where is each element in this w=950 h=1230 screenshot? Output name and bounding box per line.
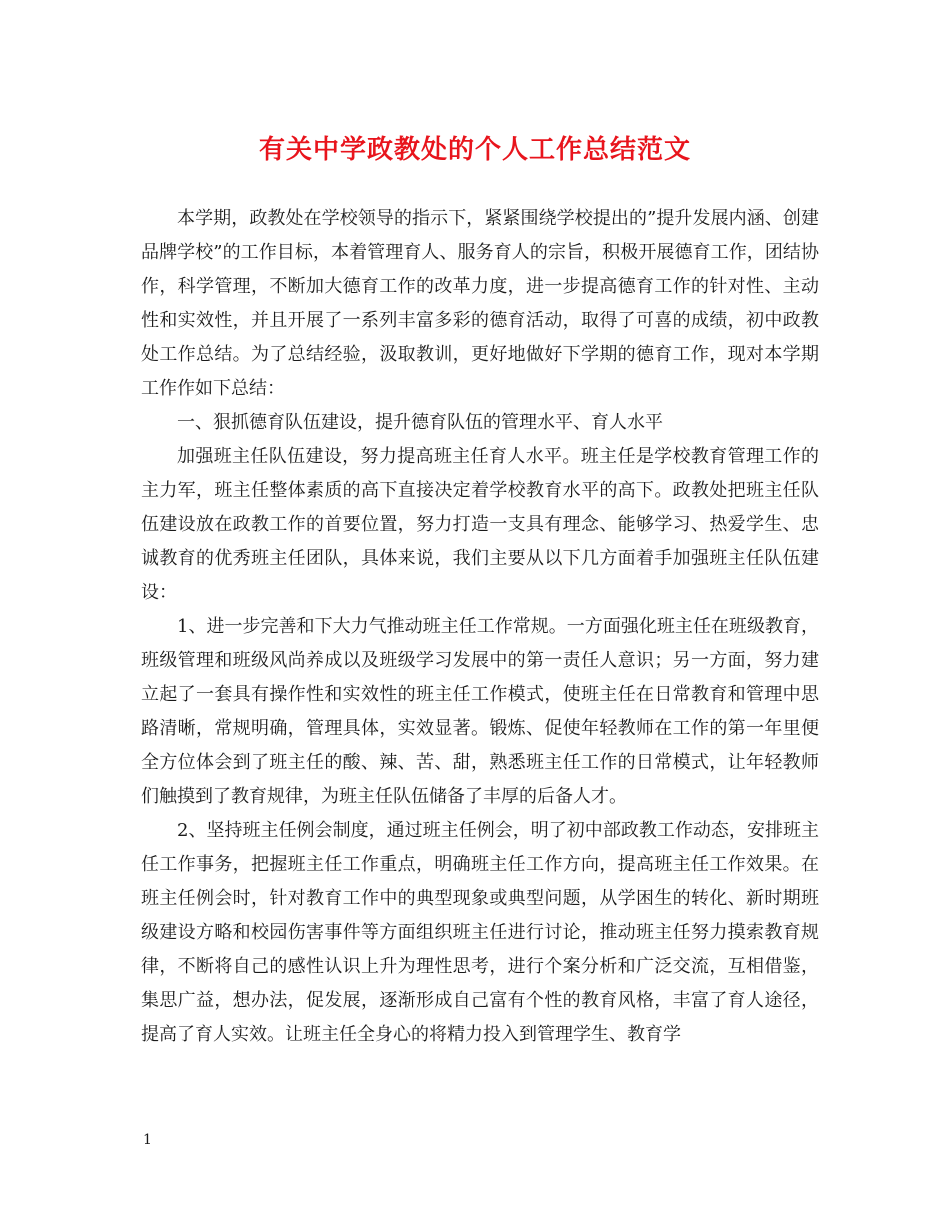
paragraph-intro: 本学期，政教处在学校领导的指示下，紧紧围绕学校提出的”提升发展内涵、创建品牌学校”的工作目标，本着管理育人、服务育人的宗旨，积极开展德育工作，团结协作，科学管理，不断加大德育工作的改革力度，进一步提高德育工作的针对性、主动性和实效性，并且开展了一系列丰富多彩的德育活动，取得了可喜的成绩，初中政教处工作总结。为了总结经验，汲取教训，更好地做好下学期的德育工作，现对本学期工作作如下总结：: [141, 208, 819, 399]
section-heading: 一、狠抓德育队伍建设，提升德育队伍的管理水平、育人水平: [177, 412, 663, 433]
page-number: 1: [143, 1132, 152, 1148]
paragraph-team-building: 加强班主任队伍建设，努力提高班主任育人水平。班主任是学校教育管理工作的主力军，班主任整体素质的高下直接决定着学校教育水平的高下。政教处把班主任队伍建设放在政教工作的首要位置，努力打造一支具有理念、能够学习、热爱学生、忠诚教育的优秀班主任团队，具体来说，我们主要从以下几方面着手加强班主任队伍建设：: [141, 446, 819, 603]
document-title: 有关中学政教处的个人工作总结范文: [258, 135, 691, 165]
paragraph-point-2: 2、坚持班主任例会制度，通过班主任例会，明了初中部政教工作动态，安排班主任工作事务，把握班主任工作重点，明确班主任工作方向，提高班主任工作效果。在班主任例会时，针对教育工作中的典型现象或典型问题，从学困生的转化、新时期班级建设方略和校园伤害事件等方面组织班主任进行讨论，推动班主任努力摸索教育规律，不断将自己的感性认识上升为理性思考，进行个案分析和广泛交流，互相借鉴，集思广益，想办法，促发展，逐渐形成自己富有个性的教育风格，丰富了育人途径，提高了育人实效。让班主任全身心的将精力投入到管理学生、教育学: [141, 820, 819, 1045]
document-body: [141, 202, 819, 1052]
paragraph-point-1: 1、进一步完善和下大力气推动班主任工作常规。一方面强化班主任在班级教育，班级管理和班级风尚养成以及班级学习发展中的第一责任人意识；另一方面，努力建立起了一套具有操作性和实效性的班主任工作模式，使班主任在日常教育和管理中思路清晰，常规明确，管理具体，实效显著。锻炼、促使年轻教师在工作的第一年里便全方位体会到了班主任的酸、辣、苦、甜，熟悉班主任工作的日常模式，让年轻教师们触摸到了教育规律，为班主任队伍储备了丰厚的后备人才。: [141, 616, 819, 807]
